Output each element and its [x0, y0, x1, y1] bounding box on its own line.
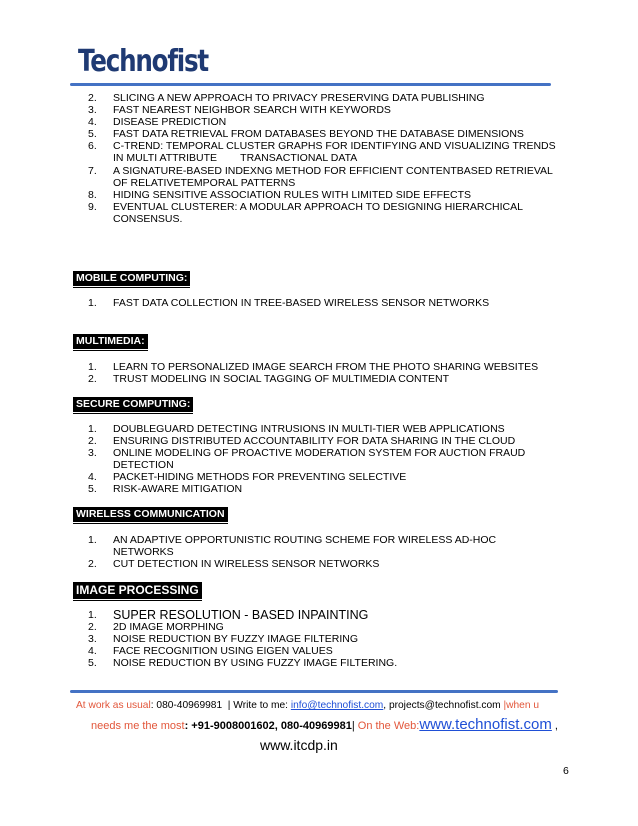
need-label: needs me the most: [91, 720, 185, 732]
write-label: | Write to me:: [222, 700, 291, 711]
web-separator: |: [351, 720, 355, 732]
section-heading-secure-computing: SECURE COMPUTING:: [73, 397, 193, 412]
need-phones: : +91-9008001602, 080-40969981: [184, 720, 352, 732]
email-projects: , projects@technofist.com: [383, 700, 504, 711]
list-item: 2. ENSURING DISTRIBUTED ACCOUNTABILITY FOR DATA SHARING IN THE CLOUD: [88, 435, 516, 448]
list-item: 4. DISEASE PREDICTION: [88, 116, 227, 129]
when-label: |when u: [503, 700, 539, 711]
footer-phone-line: [91, 716, 558, 733]
secure-computing-list: [88, 423, 558, 496]
mobile-computing-list: [88, 297, 558, 309]
email-link[interactable]: info@technofist.com: [290, 700, 384, 711]
image-processing-list: [88, 609, 558, 669]
list-item: 7. A SIGNATURE-BASED INDEXNG METHOD FOR EFFICIENT CONTENTBASED RETRIEVAL OF RELATIVETEMPORAL PATTERNS: [88, 164, 553, 189]
section-heading-wireless-communication: WIRELESS COMMUNICATION: [73, 507, 228, 522]
continued-project-list: [88, 92, 558, 225]
footer-contact-line: [76, 700, 539, 711]
list-item: 4. FACE RECOGNITION USING EIGEN VALUES: [88, 645, 333, 658]
list-item: 2. 2D IMAGE MORPHING: [88, 621, 224, 634]
work-label: At work as usual: [76, 700, 151, 711]
list-item: 6. C-TREND: TEMPORAL CLUSTER GRAPHS FOR IDENTIFYING AND VISUALIZING TRENDS IN MULTI ATTRIBUTE TRANSACTIONAL DATA: [88, 140, 559, 165]
list-item: 8. HIDING SENSITIVE ASSOCIATION RULES WITH LIMITED SIDE EFFECTS: [88, 188, 472, 201]
list-item: 5. NOISE REDUCTION BY USING FUZZY IMAGE FILTERING.: [88, 657, 398, 670]
list-item: 1. FAST DATA COLLECTION IN TREE-BASED WIRELESS SENSOR NETWORKS: [88, 297, 490, 309]
wireless-communication-list: [88, 534, 558, 570]
list-item: 9. EVENTUAL CLUSTERER: A MODULAR APPROACH TO DESIGNING HIERARCHICAL CONSENSUS.: [88, 200, 523, 225]
list-item: 1. SUPER RESOLUTION - BASED INPAINTING: [88, 608, 369, 622]
list-item: 2. SLICING A NEW APPROACH TO PRIVACY PRESERVING DATA PUBLISHING: [88, 92, 485, 104]
list-item: 2. CUT DETECTION IN WIRELESS SENSOR NETWORKS: [88, 558, 380, 571]
list-item: 3. FAST NEAREST NEIGHBOR SEARCH WITH KEYWORDS: [88, 104, 391, 117]
list-item: 3. ONLINE MODELING OF PROACTIVE MODERATION SYSTEM FOR AUCTION FRAUD DETECTION: [88, 447, 526, 472]
section-heading-mobile-computing: MOBILE COMPUTING:: [73, 271, 190, 286]
list-item: 3. NOISE REDUCTION BY FUZZY IMAGE FILTERING: [88, 633, 359, 646]
page-number: 6: [563, 765, 569, 777]
list-item: 1. DOUBLEGUARD DETECTING INTRUSIONS IN MULTI-TIER WEB APPLICATIONS: [88, 423, 505, 435]
web-label: On the Web:: [354, 720, 420, 732]
list-item: 1. AN ADAPTIVE OPPORTUNISTIC ROUTING SCHEME FOR WIRELESS AD-HOC NETWORKS: [88, 534, 497, 559]
website-link[interactable]: www.technofist.com: [419, 716, 552, 733]
list-item: 2. TRUST MODELING IN SOCIAL TAGGING OF MULTIMEDIA CONTENT: [88, 373, 450, 386]
footer-divider: [70, 690, 558, 693]
list-item: 5. RISK-AWARE MITIGATION: [88, 483, 243, 496]
list-item: 1. LEARN TO PERSONALIZED IMAGE SEARCH FROM THE PHOTO SHARING WEBSITES: [88, 361, 539, 373]
technofist-logo: Technofist: [78, 44, 208, 79]
list-item: 4. PACKET-HIDING METHODS FOR PREVENTING SELECTIVE: [88, 471, 407, 484]
work-phone: : 080-40969981: [150, 700, 223, 711]
multimedia-list: [88, 361, 558, 385]
web-tail: ,: [551, 720, 558, 732]
secondary-website: www.itcdp.in: [260, 737, 338, 753]
section-heading-image-processing: IMAGE PROCESSING: [73, 582, 202, 599]
section-heading-multimedia: MULTIMEDIA:: [73, 334, 148, 349]
header-divider: [70, 83, 551, 86]
list-item: 5. FAST DATA RETRIEVAL FROM DATABASES BEYOND THE DATABASE DIMENSIONS: [88, 128, 524, 141]
